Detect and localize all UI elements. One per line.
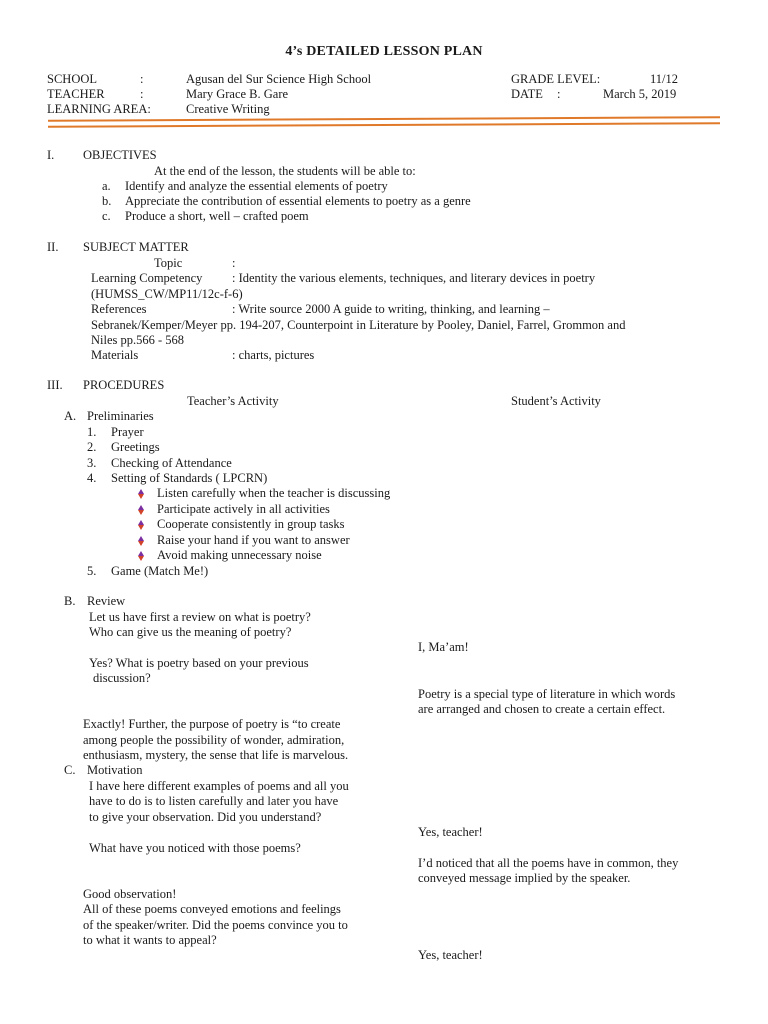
subsection-marker: B. <box>64 594 76 608</box>
teacher-line: Let us have first a review on what is poetry? <box>89 610 311 624</box>
section-num-subject: II. <box>47 240 59 254</box>
teacher-line: have to do is to listen carefully and later you have <box>89 794 339 808</box>
references-label: References <box>91 302 147 316</box>
learning-area-value: Creative Writing <box>186 102 270 116</box>
student-line: Poetry is a special type of literature in which words <box>418 687 676 701</box>
standard-item: Listen carefully when the teacher is discussing <box>157 486 391 500</box>
teacher-line: What have you noticed with those poems? <box>89 841 301 855</box>
teacher-line: Exactly! Further, the purpose of poetry is “to create <box>83 717 341 731</box>
student-line: I’d noticed that all the poems have in common, they <box>418 856 679 870</box>
standard-item: Raise your hand if you want to answer <box>157 533 350 547</box>
teacher-colon: : <box>140 87 144 101</box>
standard-item: Cooperate consistently in group tasks <box>157 517 345 531</box>
teacher-line: to what it wants to appeal? <box>83 933 217 947</box>
column-header-student: Student’s Activity <box>511 394 601 408</box>
teacher-line: Good observation! <box>83 887 177 901</box>
learning-area-label: LEARNING AREA: <box>47 102 151 116</box>
competency-label: Learning Competency <box>91 271 203 285</box>
objective-marker: c. <box>102 209 111 223</box>
references-value: : Write source 2000 A guide to writing, thinking, and learning – <box>232 302 550 316</box>
prelim-marker: 3. <box>87 456 97 470</box>
student-line: conveyed message implied by the speaker. <box>418 871 631 885</box>
teacher-line: discussion? <box>93 671 151 685</box>
prelim-item: Prayer <box>111 425 144 439</box>
prelim-marker: 1. <box>87 425 97 439</box>
materials-value: : charts, pictures <box>232 348 315 362</box>
subsection-heading-motivation: Motivation <box>87 763 143 777</box>
objectives-intro: At the end of the lesson, the students will be able to: <box>154 164 416 178</box>
prelim-item: Greetings <box>111 440 160 454</box>
teacher-label: TEACHER <box>47 87 105 101</box>
date-colon: : <box>557 87 561 101</box>
section-num-objectives: I. <box>47 148 55 162</box>
teacher-line: to give your observation. Did you understand? <box>89 810 322 824</box>
arrow-bullet-icon <box>136 536 146 547</box>
arrow-bullet-icon <box>136 551 146 562</box>
subsection-heading-preliminaries: Preliminaries <box>87 409 154 423</box>
prelim-item: Game (Match Me!) <box>111 564 209 578</box>
section-heading-subject: SUBJECT MATTER <box>83 240 189 254</box>
school-value: Agusan del Sur Science High School <box>186 72 372 86</box>
topic-value: : <box>232 256 236 270</box>
teacher-line: Yes? What is poetry based on your previous <box>89 656 309 670</box>
section-heading-objectives: OBJECTIVES <box>83 148 157 162</box>
prelim-marker: 5. <box>87 564 97 578</box>
arrow-bullet-icon <box>136 505 146 516</box>
objective-marker: b. <box>102 194 112 208</box>
arrow-bullet-icon <box>136 520 146 531</box>
date-label: DATE <box>511 87 543 101</box>
teacher-line: Who can give us the meaning of poetry? <box>89 625 292 639</box>
objective-marker: a. <box>102 179 111 193</box>
subsection-marker: C. <box>64 763 76 777</box>
arrow-bullet-icon <box>136 489 146 500</box>
document-title: 4’s DETAILED LESSON PLAN <box>285 44 483 59</box>
school-label: SCHOOL <box>47 72 98 86</box>
objective-item: Identify and analyze the essential elements of poetry <box>125 179 388 193</box>
subsection-marker: A. <box>64 409 77 423</box>
student-line: are arranged and chosen to create a certain effect. <box>418 702 666 716</box>
teacher-value: Mary Grace B. Gare <box>186 87 289 101</box>
prelim-item: Checking of Attendance <box>111 456 232 470</box>
grade-level-value: 11/12 <box>650 72 679 86</box>
student-line: Yes, teacher! <box>418 948 483 962</box>
references-line: Niles pp.566 - 568 <box>91 333 185 347</box>
teacher-line: enthusiasm, mystery, the sense that life is marvelous. <box>83 748 349 762</box>
standard-item: Avoid making unnecessary noise <box>157 548 322 562</box>
standard-item: Participate actively in all activities <box>157 502 330 516</box>
date-value: March 5, 2019 <box>603 87 677 101</box>
competency-value: : Identity the various elements, techniques, and literary devices in poetry <box>232 271 596 285</box>
teacher-line: All of these poems conveyed emotions and feelings <box>83 902 341 916</box>
objective-item: Produce a short, well – crafted poem <box>125 209 309 223</box>
teacher-line: I have here different examples of poems and all you <box>89 779 349 793</box>
column-header-teacher: Teacher’s Activity <box>187 394 279 408</box>
subsection-heading-review: Review <box>87 594 126 608</box>
prelim-item: Setting of Standards ( LPCRN) <box>111 471 268 485</box>
objective-item: Appreciate the contribution of essential elements to poetry as a genre <box>125 194 471 208</box>
section-heading-procedures: PROCEDURES <box>83 378 165 392</box>
section-num-procedures: III. <box>47 378 63 392</box>
grade-level-label: GRADE LEVEL: <box>511 72 601 86</box>
competency-code: (HUMSS_CW/MP11/12c-f-6) <box>91 287 243 301</box>
student-line: Yes, teacher! <box>418 825 483 839</box>
prelim-marker: 2. <box>87 440 97 454</box>
prelim-marker: 4. <box>87 471 97 485</box>
materials-label: Materials <box>91 348 139 362</box>
topic-label: Topic <box>154 256 183 270</box>
header-divider-line-2 <box>48 122 720 127</box>
teacher-line: among people the possibility of wonder, admiration, <box>83 733 345 747</box>
school-colon: : <box>140 72 144 86</box>
student-line: I, Ma’am! <box>418 640 469 654</box>
references-line: Sebranek/Kemper/Meyer pp. 194-207, Counterpoint in Literature by Pooley, Daniel, Farrel, Grommon and <box>91 318 626 332</box>
teacher-line: of the speaker/writer. Did the poems convince you to <box>83 918 348 932</box>
